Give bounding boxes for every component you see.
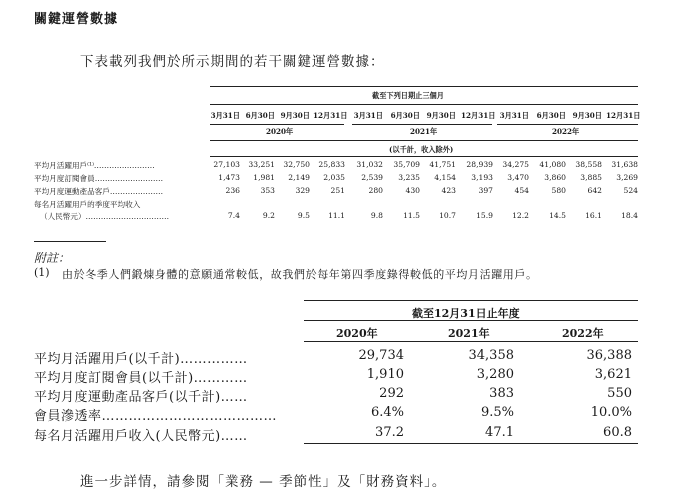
quarterly-cell: 33,251 (248, 160, 275, 169)
annual-row-label: 平均月活躍用戶(以千計)…………… (34, 352, 248, 367)
quarterly-unit-note: (以千計，收入除外) (389, 145, 454, 154)
section-heading: 關鍵運營數據 (34, 12, 119, 27)
footnote-text: 由於冬季人們鍛煉身體的意願通常較低，故我們於每年第四季度錄得較低的平均月活躍用戶。 (62, 268, 538, 281)
quarterly-cell: 32,750 (283, 160, 310, 169)
quarterly-date-header: 9月30日 (572, 111, 602, 120)
annual-year-2022: 2022年 (562, 327, 604, 340)
quarterly-cell: 10.7 (439, 211, 456, 220)
quarterly-cell: 251 (330, 186, 345, 195)
quarterly-cell: 329 (295, 186, 310, 195)
quarterly-date-header: 6月30日 (390, 111, 420, 120)
annual-cell: 292 (379, 386, 404, 401)
quarterly-cell: 3,193 (471, 173, 493, 182)
quarterly-date-header: 3月31日 (210, 111, 240, 120)
quarterly-row-label: 每名月活躍用戶的季度平均收入 (34, 200, 141, 209)
annual-year-2020: 2020年 (336, 327, 378, 340)
annual-cell: 60.8 (603, 425, 632, 440)
table-rule (210, 104, 638, 105)
quarterly-row-label: 平均月活躍用戶⁽¹⁾…………………… (34, 161, 155, 170)
annual-cell: 34,358 (468, 348, 514, 363)
annual-cell: 9.5% (480, 405, 514, 420)
quarterly-year-2022: 2022年 (552, 127, 580, 136)
quarterly-cell: 28,939 (466, 160, 493, 169)
quarterly-cell: 2,539 (361, 173, 383, 182)
footnote-number: (1) (34, 266, 50, 279)
table-rule (210, 156, 638, 157)
quarterly-cell: 236 (225, 186, 240, 195)
quarterly-cell: 280 (368, 186, 383, 195)
quarterly-span-header: 截至下列日期止三個月 (372, 91, 444, 100)
annual-cell: 6.4% (370, 405, 404, 420)
quarterly-row-label: 平均月度運動產品客戶………………… (34, 187, 164, 196)
quarterly-date-header: 12月31日 (313, 111, 348, 120)
quarterly-cell: 18.4 (621, 211, 638, 220)
quarterly-cell: 41,751 (429, 160, 456, 169)
quarterly-cell: 4,154 (434, 173, 456, 182)
table-rule (304, 341, 638, 342)
quarterly-cell: 3,470 (507, 173, 529, 182)
annual-row-label: 每名月活躍用戶收入(人民幣元)…… (34, 429, 248, 444)
closing-paragraph: 進一步詳情，請參閱「業務 — 季節性」及「財務資料」。 (80, 474, 447, 490)
year-rule (210, 124, 344, 125)
quarterly-cell: 397 (478, 186, 493, 195)
annual-cell: 47.1 (485, 425, 514, 440)
quarterly-cell: 16.1 (585, 211, 602, 220)
annual-year-2021: 2021年 (448, 327, 490, 340)
quarterly-cell: 31,032 (356, 160, 383, 169)
footnote-divider (34, 241, 106, 242)
annual-cell: 3,621 (594, 367, 632, 382)
table-rule (304, 300, 638, 301)
quarterly-date-header: 6月30日 (536, 111, 566, 120)
quarterly-cell: 3,860 (544, 173, 566, 182)
quarterly-year-2021: 2021年 (410, 127, 438, 136)
quarterly-cell: 3,885 (580, 173, 602, 182)
quarterly-cell: 31,638 (611, 160, 638, 169)
quarterly-cell: 25,833 (318, 160, 345, 169)
quarterly-cell: 7.4 (227, 211, 240, 220)
year-rule (497, 124, 638, 125)
quarterly-cell: 12.2 (512, 211, 529, 220)
quarterly-cell: 41,080 (539, 160, 566, 169)
quarterly-cell: 2,035 (323, 173, 345, 182)
quarterly-row-label-cont: （人民幣元）…………………………… (40, 212, 170, 221)
quarterly-cell: 9.2 (262, 211, 275, 220)
quarterly-cell: 27,103 (213, 160, 240, 169)
quarterly-cell: 9.8 (370, 211, 383, 220)
annual-cell: 10.0% (590, 405, 632, 420)
annual-cell: 36,388 (586, 348, 632, 363)
annual-row-label: 平均月度訂閱會員(以千計)………… (34, 371, 248, 386)
footnote-heading: 附註： (34, 251, 71, 265)
quarterly-cell: 3,235 (398, 173, 420, 182)
annual-row-label: 會員滲透率………………………………… (34, 409, 278, 424)
annual-row-label: 平均月度運動產品客戶(以千計)…… (34, 390, 248, 405)
intro-paragraph: 下表載列我們於所示期間的若干關鍵運營數據： (80, 54, 385, 70)
quarterly-date-header: 6月30日 (245, 111, 275, 120)
quarterly-date-header: 3月31日 (499, 111, 529, 120)
table-rule (210, 140, 638, 141)
annual-cell: 383 (489, 386, 514, 401)
quarterly-cell: 524 (623, 186, 638, 195)
table-rule (304, 320, 638, 321)
quarterly-cell: 14.5 (549, 211, 566, 220)
quarterly-year-2020: 2020年 (266, 127, 294, 136)
quarterly-cell: 423 (441, 186, 456, 195)
quarterly-cell: 11.5 (403, 211, 420, 220)
quarterly-cell: 430 (405, 186, 420, 195)
quarterly-cell: 1,473 (218, 173, 240, 182)
quarterly-cell: 1,981 (253, 173, 275, 182)
quarterly-cell: 3,269 (616, 173, 638, 182)
table-rule (304, 443, 638, 444)
quarterly-cell: 15.9 (476, 211, 493, 220)
annual-span-header: 截至12月31日止年度 (412, 307, 520, 320)
annual-cell: 550 (607, 386, 632, 401)
quarterly-cell: 580 (551, 186, 566, 195)
year-rule (352, 124, 492, 125)
quarterly-date-header: 12月31日 (606, 111, 641, 120)
quarterly-cell: 454 (514, 186, 529, 195)
quarterly-cell: 35,709 (393, 160, 420, 169)
quarterly-cell: 353 (260, 186, 275, 195)
quarterly-date-header: 9月30日 (280, 111, 310, 120)
quarterly-cell: 11.1 (328, 211, 345, 220)
annual-cell: 29,734 (358, 348, 404, 363)
table-rule (210, 86, 638, 87)
quarterly-row-label: 平均月度訂閱會員……………………… (34, 174, 164, 183)
quarterly-cell: 9.5 (297, 211, 310, 220)
quarterly-cell: 38,558 (575, 160, 602, 169)
annual-cell: 3,280 (476, 367, 514, 382)
quarterly-date-header: 3月31日 (353, 111, 383, 120)
quarterly-cell: 642 (587, 186, 602, 195)
annual-cell: 37.2 (375, 425, 404, 440)
quarterly-date-header: 9月30日 (426, 111, 456, 120)
quarterly-cell: 34,275 (502, 160, 529, 169)
quarterly-cell: 2,149 (288, 173, 310, 182)
quarterly-date-header: 12月31日 (461, 111, 496, 120)
annual-cell: 1,910 (366, 367, 404, 382)
